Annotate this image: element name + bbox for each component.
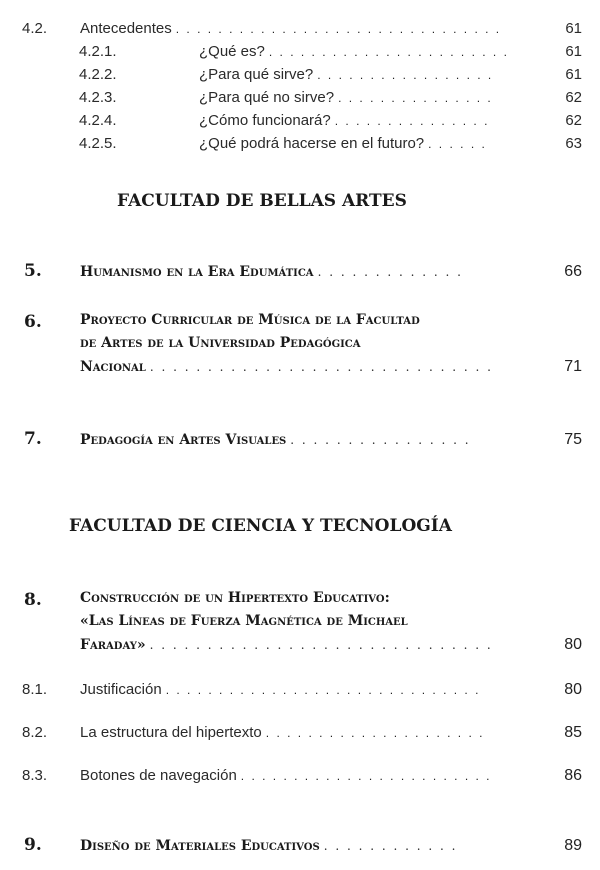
dot-leader xyxy=(269,45,509,59)
entry-page: 80 xyxy=(564,636,582,653)
dot-leader xyxy=(176,22,506,36)
dot-leader xyxy=(318,265,468,279)
toc-entry-4-2-4[interactable] xyxy=(79,112,582,129)
entry-number: 4.2.3. xyxy=(79,89,117,106)
entry-title: ¿Para qué sirve? xyxy=(199,66,314,83)
dot-leader xyxy=(166,683,486,697)
section-heading-bellas-artes: FACULTAD DE BELLAS ARTES xyxy=(117,191,407,211)
toc-entry-8-1[interactable] xyxy=(22,681,582,699)
dot-leader xyxy=(290,433,470,447)
section-heading-ciencia-tecnologia: FACULTAD DE CIENCIA Y TECNOLOGÍA xyxy=(69,516,452,536)
entry-page: 71 xyxy=(564,358,582,375)
entry-number: 4.2. xyxy=(22,20,48,37)
entry-title-line-3: Nacional xyxy=(80,359,146,375)
entry-page: 62 xyxy=(565,112,582,129)
toc-entry-7[interactable] xyxy=(24,429,582,449)
entry-page: 61 xyxy=(565,20,582,37)
entry-number: 4.2.5. xyxy=(79,135,117,152)
toc-entry-4-2-2[interactable] xyxy=(79,66,582,83)
toc-entry-4-2[interactable] xyxy=(22,20,582,37)
dot-leader xyxy=(266,726,486,740)
entry-page: 75 xyxy=(564,431,582,448)
toc-entry-4-2-1[interactable] xyxy=(79,43,582,60)
entry-number: 5. xyxy=(24,261,42,281)
entry-title-line-1[interactable]: Construcción de un Hipertexto Educativo: xyxy=(80,590,390,606)
entry-title: Diseño de Materiales Educativos xyxy=(80,838,320,854)
dot-leader xyxy=(428,137,488,151)
toc-entry-8-3[interactable] xyxy=(22,767,582,785)
entry-page: 85 xyxy=(564,724,582,741)
entry-page: 80 xyxy=(564,681,582,698)
entry-title: ¿Para qué no sirve? xyxy=(199,89,335,106)
entry-title-line-2[interactable]: «Las Líneas de Fuerza Magnética de Michael xyxy=(80,613,408,629)
entry-number: 8.3. xyxy=(22,767,48,784)
entry-number: 4.2.2. xyxy=(79,66,117,83)
toc-entry-5[interactable] xyxy=(24,261,582,281)
toc-entry-8-2[interactable] xyxy=(22,724,582,742)
entry-page: 89 xyxy=(564,837,582,854)
toc-entry-4-2-5[interactable] xyxy=(79,135,582,152)
entry-page: 86 xyxy=(564,767,582,784)
dot-leader xyxy=(241,769,491,783)
entry-title-line-1[interactable]: Proyecto Curricular de Música de la Facultad xyxy=(80,312,420,328)
entry-number: 6. xyxy=(24,312,42,332)
toc-entry-8[interactable] xyxy=(80,636,582,654)
entry-page: 61 xyxy=(565,66,582,83)
entry-number: 9. xyxy=(24,835,42,855)
entry-page: 61 xyxy=(565,43,582,60)
toc-entry-6[interactable] xyxy=(80,358,582,376)
entry-page: 63 xyxy=(565,135,582,152)
entry-page: 62 xyxy=(565,89,582,106)
dot-leader xyxy=(150,638,495,652)
entry-title: Pedagogía en Artes Visuales xyxy=(80,432,287,448)
entry-title: ¿Qué es? xyxy=(199,43,265,60)
entry-title: Botones de navegación xyxy=(80,767,237,784)
dot-leader xyxy=(324,839,464,853)
dot-leader xyxy=(150,360,495,374)
entry-title: Antecedentes xyxy=(80,20,172,37)
entry-title: Justificación xyxy=(80,681,162,698)
entry-title-line-3: Faraday» xyxy=(80,637,146,653)
toc-entry-4-2-3[interactable] xyxy=(79,89,582,106)
entry-page: 66 xyxy=(564,263,582,280)
entry-title: Humanismo en la Era Edumática xyxy=(80,264,314,280)
entry-number: 8. xyxy=(24,590,42,610)
entry-number: 4.2.4. xyxy=(79,112,117,129)
entry-title: ¿Cómo funcionará? xyxy=(199,112,331,129)
toc-entry-9[interactable] xyxy=(24,835,582,855)
dot-leader xyxy=(338,91,498,105)
entry-title: La estructura del hipertexto xyxy=(80,724,262,741)
entry-title: ¿Qué podrá hacerse en el futuro? xyxy=(199,135,425,152)
entry-number: 8.1. xyxy=(22,681,48,698)
entry-title-line-2[interactable]: de Artes de la Universidad Pedagógica xyxy=(80,335,361,351)
entry-number: 7. xyxy=(24,429,42,449)
dot-leader xyxy=(317,68,497,82)
entry-number: 8.2. xyxy=(22,724,48,741)
entry-number: 4.2.1. xyxy=(79,43,117,60)
dot-leader xyxy=(335,114,495,128)
